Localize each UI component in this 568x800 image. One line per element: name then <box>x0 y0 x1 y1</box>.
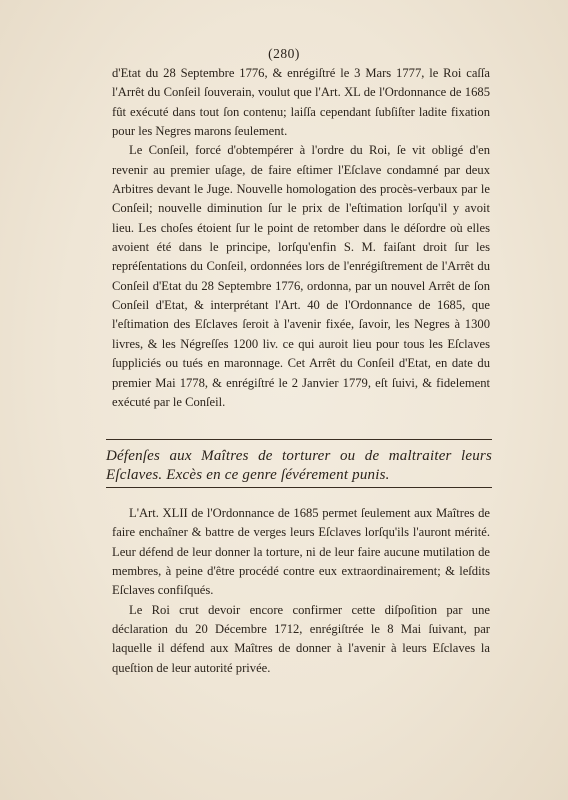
paragraph-declaration: Le Roi crut devoir encore confirmer cette diſpoſition par une déclaration du 20 Décembre 1712, enrégiſtrée le 8 Mai ſuivant, par laquelle il défend aux Maîtres de donner à l'avenir à leurs Eſclaves la queſtion de leur autorité privée. <box>112 602 490 675</box>
text-block-lower <box>112 504 490 678</box>
section-rule-bottom <box>106 487 492 488</box>
section-rule-top <box>106 439 492 440</box>
paragraph-conseil: Le Conſeil, forcé d'obtempérer à l'ordre du Roi, ſe vit obligé d'en revenir au premier uſage, de faire eſtimer l'Eſclave condamné par deux Arbitres devant le Juge. Nouvelle homologation des procès-verbaux par le Conſeil; nouvelle diminution ſur le prix de l'eſtimation lorſqu'il y avoit lieu. Les choſes étoient ſur le point de retomber dans le déſordre où elles avoient été dans le principe, lorſqu'enfin S. M. faiſant droit ſur les repréſentations du Conſeil, ordonnées lors de l'enrégiſtrement de l'Arrêt du Conſeil d'Etat du 28 Septembre 1776, ordonna, par un nouvel Arrêt de ſon Conſeil d'Etat, & interprétant l'Art. 40 de l'Ordonnance de 1685, que l'eſtimation des Eſclaves ſeroit à l'avenir fixée, ſavoir, les Negres à 1300 livres, & les Négreſſes 1200 liv. ce qui auroit lieu pour tous les Eſclaves ſuppliciés ou tués en maronnage. Cet Arrêt du Conſeil d'Etat, en date du premier Mai 1778, & enrégiſtré le 2 Janvier 1779, eſt ſuivi, & fidelement exécuté par le Conſeil. <box>112 143 490 409</box>
text-block-upper <box>112 64 490 412</box>
paragraph-continuation: d'Etat du 28 Septembre 1776, & enrégiſtré le 3 Mars 1777, le Roi caſſa l'Arrêt du Conſeil ſouverain, voulut que l'Art. XL de l'Ordonnance de 1685 fût exécuté dans tout ſon contenu; laiſſa cependant ſubſiſter ladite fixation pour les Negres marons ſeulement. <box>112 66 490 139</box>
paragraph-article-xlii: L'Art. XLII de l'Ordonnance de 1685 permet ſeulement aux Maîtres de faire enchaîner & battre de verges leurs Eſclaves lorſqu'ils l'auront mérité. Leur défend de leur donner la torture, ni de leur faire aucune mutilation de membres, à peine d'être procédé contre eux extraordinairement; & leſdits Eſclaves confiſqués. <box>112 506 490 598</box>
section-heading: Défenſes aux Maîtres de torturer ou de maltraiter leurs Eſclaves. Excès en ce genre ſévérement punis. <box>106 448 492 483</box>
page-number: (280) <box>268 46 300 61</box>
